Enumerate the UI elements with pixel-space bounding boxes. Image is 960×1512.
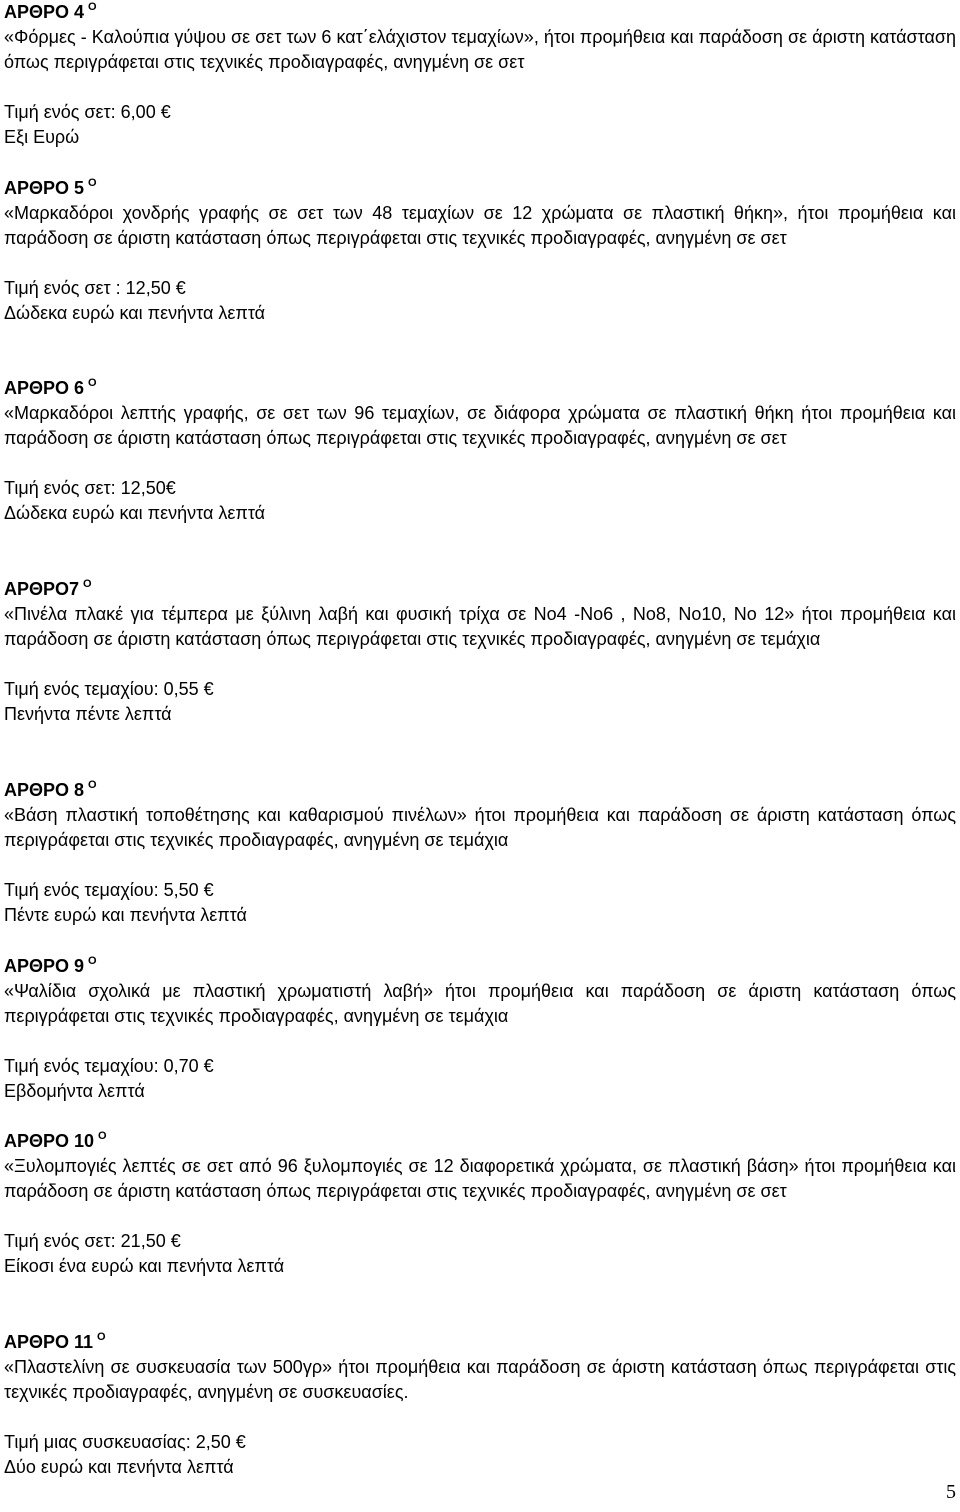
article-price-words: Δώδεκα ευρώ και πενήντα λεπτά xyxy=(4,303,266,323)
article-11 xyxy=(4,1330,956,1480)
article-description: «Πινέλα πλακέ για τέμπερα με ξύλινη λαβή και φυσική τρίχα σε Νο4 -Νο6 , Νο8, Νο10, Νο 12» ήτοι προμήθεια και παράδοση σε άριστη κατάσταση όπως περιγράφεται στις τεχνικές προδιαγραφές, ανηγμένη σε τεμάχια xyxy=(4,604,956,649)
article-description: «Ξυλομπογιές λεπτές σε σετ από 96 ξυλομπογιές σε 12 διαφορετικά χρώματα, σε πλαστική βάση» ήτοι προμήθεια και παράδοση σε άριστη κατάσταση όπως περιγράφεται στις τεχνικές προδιαγραφές, ανηγμένη σε σετ xyxy=(4,1156,956,1201)
article-heading: ΑΡΘΡΟ 10 $^O$ xyxy=(4,1130,107,1151)
article-price-words: Δώδεκα ευρώ και πενήντα λεπτά xyxy=(4,503,266,523)
article-description: «Φόρμες - Καλούπια γύψου σε σετ των 6 κατ΄ελάχιστον τεμαχίων», ήτοι προμήθεια και παράδοση σε άριστη κατάσταση όπως περιγράφεται στις τεχνικές προδιαγραφές, ανηγμένη σε σετ xyxy=(4,27,956,72)
article-description: «Βάση πλαστική τοποθέτησης και καθαρισμού πινέλων» ήτοι προμήθεια και παράδοση σε άριστη κατάσταση όπως περιγράφεται στις τεχνικές προδιαγραφές, ανηγμένη σε τεμάχια xyxy=(4,805,956,850)
article-10 xyxy=(4,1129,956,1279)
article-description: «Μαρκαδόροι χονδρής γραφής σε σετ των 48 τεμαχίων σε 12 χρώματα σε πλαστική θήκη», ήτοι προμήθεια και παράδοση σε άριστη κατάσταση όπως περιγράφεται στις τεχνικές προδιαγραφές, ανηγμένη σε σετ xyxy=(4,203,956,248)
article-description: «Μαρκαδόροι λεπτής γραφής, σε σετ των 96 τεμαχίων, σε διάφορα χρώματα σε πλαστική θήκη ήτοι προμήθεια και παράδοση σε άριστη κατάσταση όπως περιγράφεται στις τεχνικές προδιαγραφές, ανηγμένη σε σετ xyxy=(4,403,956,448)
article-9 xyxy=(4,954,956,1104)
article-price: Τιμή ενός σετ: 21,50 € xyxy=(4,1231,181,1251)
article-heading: ΑΡΘΡΟ 6 $^O$ xyxy=(4,377,97,398)
article-4 xyxy=(4,0,956,150)
article-price: Τιμή ενός τεμαχίου: 0,70 € xyxy=(4,1056,214,1076)
article-price-words: Εβδομήντα λεπτά xyxy=(4,1081,145,1101)
article-6 xyxy=(4,376,956,526)
page-number: 5 xyxy=(946,1481,956,1503)
article-price-words: Δύο ευρώ και πενήντα λεπτά xyxy=(4,1457,234,1477)
article-price: Τιμή ενός σετ: 12,50€ xyxy=(4,478,176,498)
article-price-words: Πενήντα πέντε λεπτά xyxy=(4,704,172,724)
article-price: Τιμή ενός τεμαχίου: 0,55 € xyxy=(4,679,214,699)
article-price-words: Είκοσι ένα ευρώ και πενήντα λεπτά xyxy=(4,1256,285,1276)
article-description: «Πλαστελίνη σε συσκευασία των 500γρ» ήτοι προμήθεια και παράδοση σε άριστη κατάσταση όπως περιγράφεται στις τεχνικές προδιαγραφές, ανηγμένη σε συσκευασίες. xyxy=(4,1357,956,1402)
article-price-words: Εξι Ευρώ xyxy=(4,127,80,147)
article-price: Τιμή ενός σετ : 12,50 € xyxy=(4,278,186,298)
article-7 xyxy=(4,577,956,727)
article-heading: ΑΡΘΡΟ 4 $^O$ xyxy=(4,1,97,22)
article-price: Τιμή ενός σετ: 6,00 € xyxy=(4,102,171,122)
article-heading: ΑΡΘΡΟ 9 $^O$ xyxy=(4,955,97,976)
article-description: «Ψαλίδια σχολικά με πλαστική χρωματιστή λαβή» ήτοι προμήθεια και παράδοση σε άριστη κατάσταση όπως περιγράφεται στις τεχνικές προδιαγραφές, ανηγμένη σε τεμάχια xyxy=(4,981,956,1026)
article-5 xyxy=(4,176,956,326)
article-heading: ΑΡΘΡΟ 11 $^O$ xyxy=(4,1331,106,1352)
article-price-words: Πέντε ευρώ και πενήντα λεπτά xyxy=(4,905,247,925)
article-price: Τιμή ενός τεμαχίου: 5,50 € xyxy=(4,880,214,900)
article-price: Τιμή μιας συσκευασίας: 2,50 € xyxy=(4,1432,246,1452)
article-heading: ΑΡΘΡΟ 8 $^O$ xyxy=(4,779,97,800)
article-heading: ΑΡΘΡΟ 5 $^O$ xyxy=(4,177,97,198)
article-heading: ΑΡΘΡΟ7 $^O$ xyxy=(4,578,92,599)
article-8 xyxy=(4,778,956,928)
